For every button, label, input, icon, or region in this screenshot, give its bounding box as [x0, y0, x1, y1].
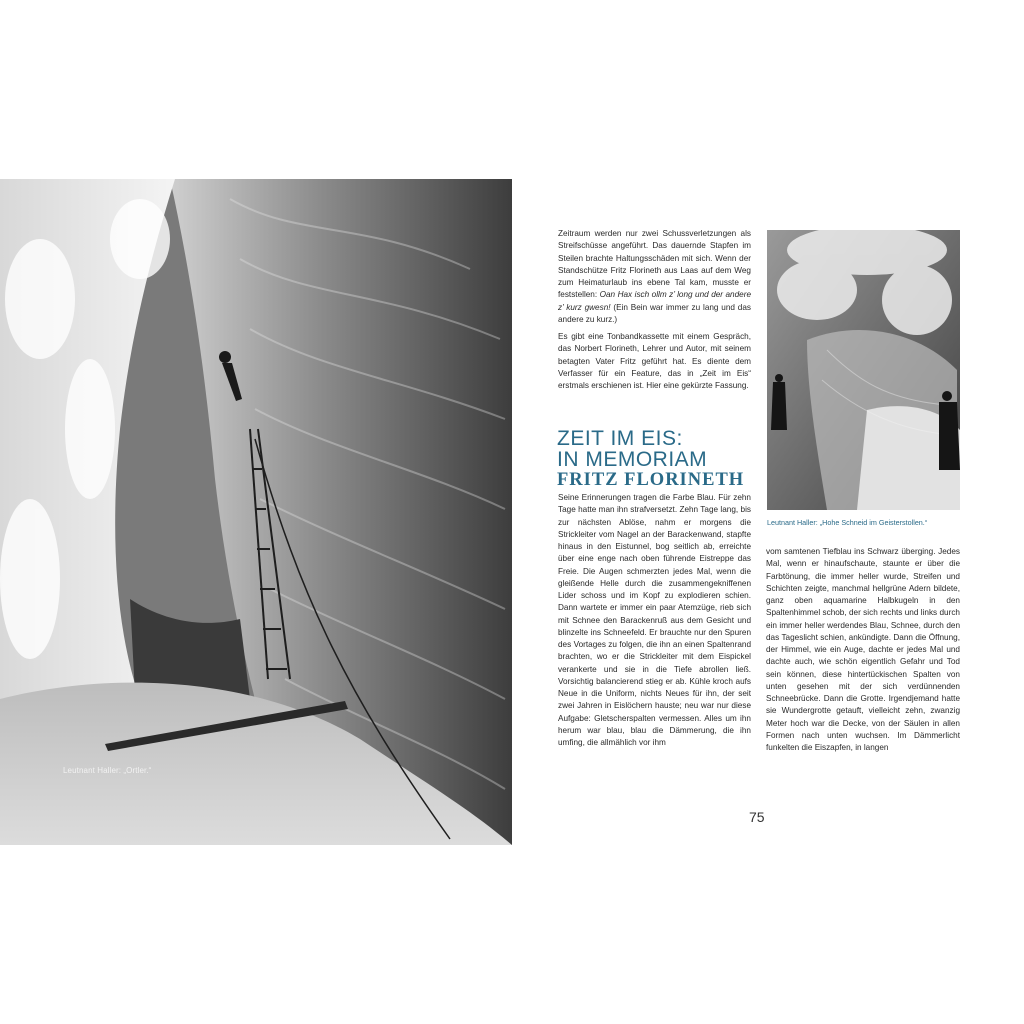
- heading-line-2: IN MEMORIAM: [557, 448, 708, 471]
- memoir-paragraph-right: vom samtenen Tiefblau ins Schwarz überging. Jedes Mal, wenn er hinaufschaute, staunte er über die Farbtönung, die immer heller wurde, Streifen und Schichten zeigte, manchmal hellgrüne Adern bildete, ganz oben aquamarine Halbkugeln in den Spaltenhimmel schob, der sich rechts und links durch ein immer heller werdendes Blau, Schnee, durch den das Tageslicht schien, ankündigte. Dann die Öffnung, der Himmel, wie ein Auge, dachte er jedes Mal und dachte auch, wie schön eigentlich Gefahr und Tod sein können, diese hintertückischen Spalten von unten gesehen mit der sich verdünnenden Schneebrücke. Dann die Grotte. Irgendjemand hatte sie Wundergrotte getauft, vielleicht zehn, zwanzig Meter hoch war die Decke, von der Säulen in allen Formen nach unten wuchsen. Im Dämmerlicht funkelten die Eiszapfen, in langen: [766, 547, 960, 752]
- left-photo-caption: Leutnant Haller: „Ortler.“: [63, 766, 152, 775]
- page-number: 75: [749, 809, 765, 825]
- heading-line-3: FRITZ FLORINETH: [557, 470, 745, 490]
- crevasse-photo: [0, 179, 512, 845]
- memoir-paragraph-left: Seine Erinnerungen tragen die Farbe Blau. Für zehn Tage hatte man ihn strafversetzt. Zehn Tage lang, bis zur nächsten Ablöse, nahm er morgens die Strickleiter vom Nagel an der Barackenwand, stapfte hinaus in den Eistunnel, bog seitlich ab, erreichte über eine enge nach oben führende Eistreppe das Freie. Die Augen schmerzten jedes Mal, wenn die gleißende Helle durch die zusammengekniffenen Lider schoss und im Kopf zu explodieren schien. Dann wartete er immer ein paar Atemzüge, rieb sich mit Schnee den Barackenruß aus dem Gesicht und blinzelte ins Schneefeld. Er brauchte nur den Spuren des Vortages zu folgen, die ihn an einen Spaltenrand brachten, wo er die Strickleiter mit dem Eispickel verankerte und sie in die Tiefe abrollen ließ. Vorsichtig balancierend stieg er ab. Kühle kroch aufs Neue in die Uniform, nichts Neues für ihn, der seit zwei Jahren in Eislöchern hauste; neu war nur diese Aufgabe: Gletscherspalten vermessen. Alles um ihn herum war blau, blau die Dämmerung, die ihn umfing, die allmählich vor ihm: [558, 493, 751, 747]
- paragraph-1: Zeitraum werden nur zwei Schussverletzungen als Streifschüsse angeführt. Das dauernde Stapfen im Steilen brachte Haltungsschäden mit sich. Wenn der Standschütze Fritz Florineth aus Laas auf dem Weg zum Heimaturlaub ins ebene Tal kam, musste er feststellen: Oan Hax isch ollm z’ long und der andere z’ kurz gwesn! (Ein Bein war immer zu lang und das andere zu kurz.): [558, 229, 751, 324]
- right-photo-caption: Leutnant Haller: „Hohe Schneid im Geisterstollen.“: [767, 518, 928, 527]
- text-column-left-bottom: [558, 492, 751, 749]
- text-column-top: [558, 228, 751, 392]
- dialect-quote: Oan Hax isch ollm z’ long und der andere z’ kurz gwesn!: [558, 290, 751, 312]
- paragraph-2: Es gibt eine Tonbandkassette mit einem Gespräch, das Norbert Florineth, Lehrer und Autor, mit seinem betagten Vater Fritz geführt hat. Es diente dem Verfasser für ein Feature, das in „Zeit im Eis“ erstmals erschienen ist. Hier eine gekürzte Fassung.: [558, 332, 751, 390]
- ice-grotto-photo: [767, 230, 960, 510]
- chapter-heading: [557, 428, 767, 491]
- right-photo: [767, 230, 960, 510]
- text-column-right-bottom: [766, 546, 960, 754]
- heading-line-1: ZEIT IM EIS:: [557, 427, 683, 450]
- left-photo: [0, 179, 512, 845]
